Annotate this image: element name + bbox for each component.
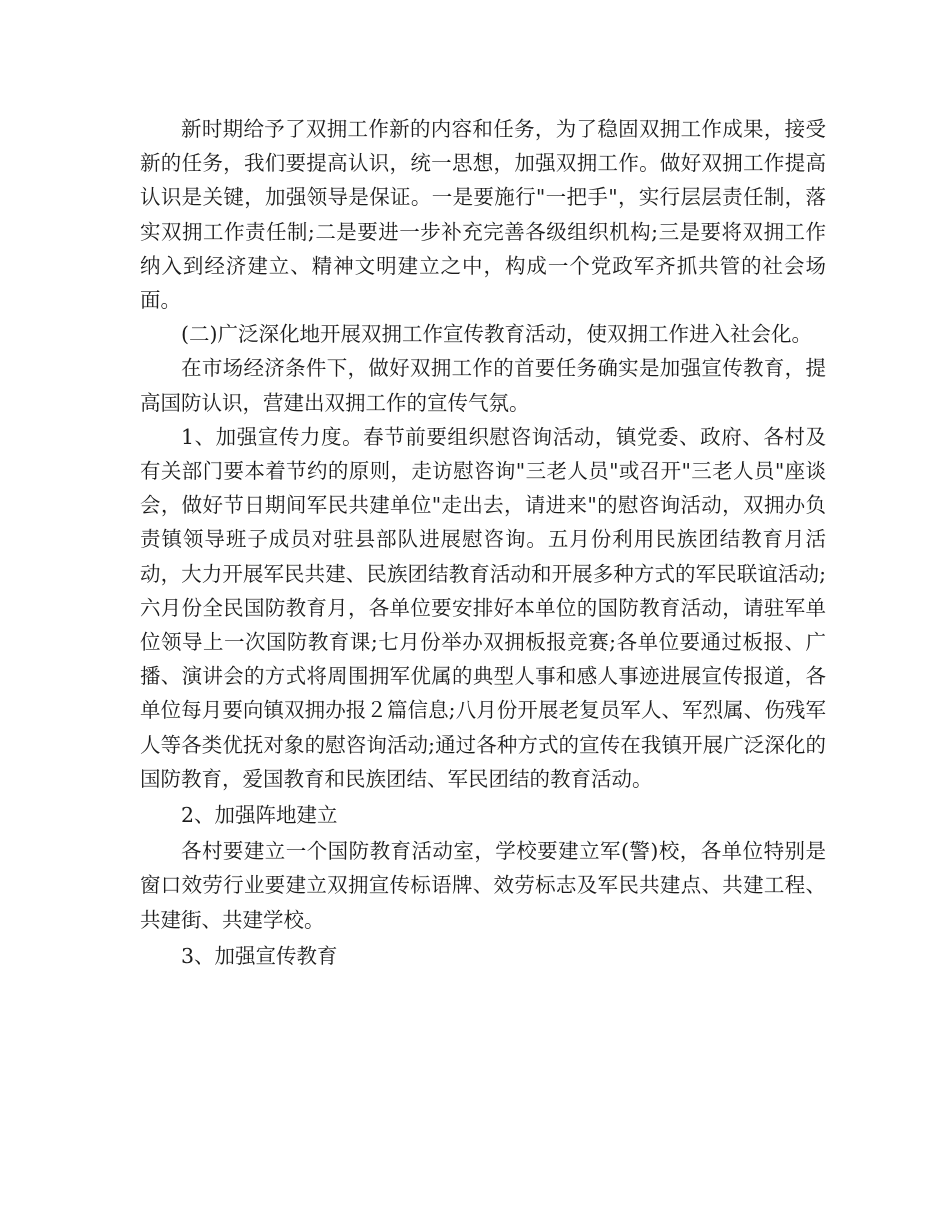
subheading-publicity-education: 3、加强宣传教育 [181,943,338,968]
subheading-base-construction: 2、加强阵地建立 [181,803,338,828]
paragraph-intro: 新时期给予了双拥工作新的内容和任务，为了稳固双拥工作成果，接受新的任务，我们要提高认识，统一思想，加强双拥工作。做好双拥工作提高认识是关键，加强领导是保证。一是要施行"一把手"，实行层层责任制，落实双拥工作责任制;二是要进一步补充完善各级组织机构;三是要将双拥工作纳入到经济建立、精神文明建立之中，构成一个党政军齐抓共管的社会场面。 [140,117,826,313]
document-body [140,112,826,975]
section-heading-2: (二)广泛深化地开展双拥工作宣传教育活动，使双拥工作进入社会化。 [181,322,812,347]
paragraph-publicity-strength: 1、加强宣传力度。春节前要组织慰咨询活动，镇党委、政府、各村及有关部门要本着节约的原则，走访慰咨询"三老人员"或召开"三老人员"座谈会，做好节日期间军民共建单位"走出去，请进来"的慰咨询活动，双拥办负责镇领导班子成员对驻县部队进展慰咨询。五月份利用民族团结教育月活动，大力开展军民共建、民族团结教育活动和开展多种方式的军民联谊活动;六月份全民国防教育月，各单位要安排好本单位的国防教育活动，请驻军单位领导上一次国防教育课;七月份举办双拥板报竞赛;各单位要通过板报、广播、演讲会的方式将周围拥军优属的典型人事和感人事迹进展宣传报道，各单位每月要向镇双拥办报２篇信息;八月份开展老复员军人、军烈属、伤残军人等各类优抚对象的慰咨询活动;通过各种方式的宣传在我镇开展广泛深化的国防教育，爱国教育和民族团结、军民团结的教育活动。 [140,424,826,791]
paragraph-base-construction: 各村要建立一个国防教育活动室，学校要建立军(警)校，各单位特别是窗口效劳行业要建立双拥宣传标语牌、效劳标志及军民共建点、共建工程、共建街、共建学校。 [140,839,826,932]
paragraph-market-economy: 在市场经济条件下，做好双拥工作的首要任务确实是加强宣传教育，提高国防认识，营建出双拥工作的宣传气氛。 [140,356,826,415]
